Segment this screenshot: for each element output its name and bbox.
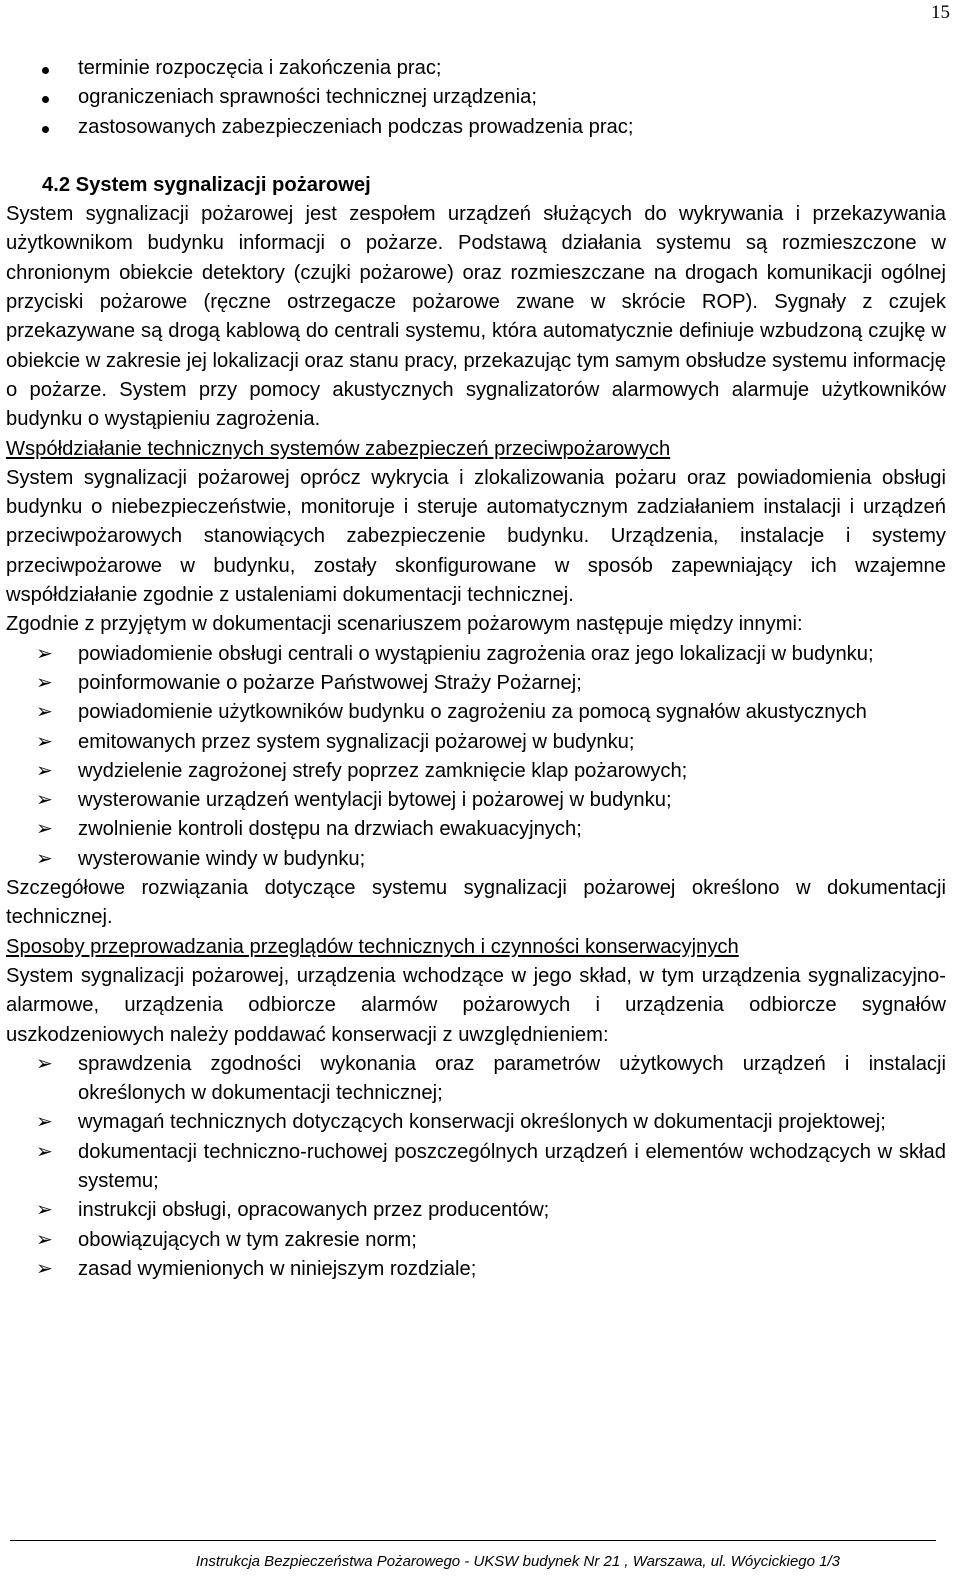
inspection-paragraph: System sygnalizacji pożarowej, urządzenia wchodzące w jego skład, w tym urządzenia sygnalizacyjno-alarmowe, urządzenia odbiorcze alarmów pożarowych i urządzenia odbiorcze sygnałów uszkodzeniowych należy poddawać konserwacji z uwzględnieniem: (6, 964, 946, 1046)
list-item: ➢ wydzielenie zagrożonej strefy poprzez zamknięcie klap pożarowych; (6, 757, 946, 786)
page-number: 15 (931, 2, 950, 23)
list-item: zastosowanych zabezpieczeniach podczas prowadzenia prac; (6, 113, 946, 142)
list-item: ➢ emitowanych przez system sygnalizacji pożarowej w budynku; (6, 728, 946, 757)
list-item: terminie rozpoczęcia i zakończenia prac; (6, 54, 946, 83)
list-item: ➢ instrukcji obsługi, opracowanych przez producentów; (6, 1196, 946, 1225)
arrowhead-icon: ➢ (36, 701, 53, 724)
arrowhead-icon: ➢ (36, 1111, 53, 1134)
section-heading: 4.2 System sygnalizacji pożarowej (42, 173, 371, 196)
arrowhead-icon: ➢ (36, 759, 53, 782)
page-content (6, 54, 946, 1284)
scenario-list (6, 640, 946, 874)
arrowhead-icon: ➢ (36, 789, 53, 812)
list-item: ograniczeniach sprawności technicznej urządzenia; (6, 83, 946, 112)
list-item: ➢ dokumentacji techniczno-ruchowej poszczególnych urządzeń i elementów wchodzących w skład systemu; (6, 1138, 946, 1197)
intro-bullet-list (6, 54, 946, 142)
list-item: ➢ sprawdzenia zgodności wykonania oraz parametrów użytkowych urządzeń i instalacji określonych w dokumentacji technicznej; (6, 1050, 946, 1109)
list-item: ➢ powiadomienie obsługi centrali o wystąpieniu zagrożenia oraz jego lokalizacji w budynku; (6, 640, 946, 669)
list-item: ➢ wysterowanie windy w budynku; (6, 845, 946, 874)
list-item: ➢ wysterowanie urządzeń wentylacji bytowej i pożarowej w budynku; (6, 786, 946, 815)
arrowhead-icon: ➢ (36, 1199, 53, 1222)
inspection-list (6, 1050, 946, 1284)
bullet-icon (42, 113, 49, 142)
cooperation-paragraph: System sygnalizacji pożarowej oprócz wykrycia i zlokalizowania pożaru oraz powiadomienia obsługi budynku o niebezpieczeństwie, monitoruje i steruje automatycznym zadziałaniem instalacji i urządzeń przeciwpożarowych stanowiących zabezpieczenie budynku. Urządzenia, instalacje i systemy przeciwpożarowe w budynku, zostały skonfigurowane w sposób zapewniający ich wzajemne współdziałanie zgodnie z ustaleniami dokumentacji technicznej. (6, 466, 946, 607)
arrowhead-icon: ➢ (36, 1257, 53, 1280)
bullet-icon (42, 83, 49, 112)
arrowhead-icon: ➢ (36, 642, 53, 665)
scenario-intro: Zgodnie z przyjętym w dokumentacji scenariuszem pożarowym następuje między innymi: (6, 613, 803, 636)
arrowhead-icon: ➢ (36, 847, 53, 870)
inspection-heading: Sposoby przeprowadzania przeglądów technicznych i czynności konserwacyjnych (6, 935, 739, 958)
list-item: ➢ zwolnienie kontroli dostępu na drzwiach ewakuacyjnych; (6, 815, 946, 844)
list-item: ➢ powiadomienie użytkowników budynku o zagrożeniu za pomocą sygnałów akustycznych (6, 698, 946, 727)
arrowhead-icon: ➢ (36, 1052, 53, 1075)
list-item: ➢ obowiązujących w tym zakresie norm; (6, 1226, 946, 1255)
arrowhead-icon: ➢ (36, 818, 53, 841)
details-paragraph: Szczegółowe rozwiązania dotyczące systemu sygnalizacji pożarowej określono w dokumentacji technicznej. (6, 877, 946, 929)
footer-divider (10, 1540, 936, 1541)
list-item: ➢ poinformowanie o pożarze Państwowej Straży Pożarnej; (6, 669, 946, 698)
arrowhead-icon: ➢ (36, 730, 53, 753)
section-paragraph: System sygnalizacji pożarowej jest zespołem urządzeń służących do wykrywania i przekazywania użytkownikom budynku informacji o pożarze. Podstawą działania systemu są rozmieszczone w chronionym obiekcie detektory (czujki pożarowe) oraz rozmieszczane na drogach komunikacji ogólnej przyciski pożarowe (ręczne ostrzegacze pożarowe zwane w skrócie ROP). Sygnały z czujek przekazywane są drogą kablową do centrali systemu, która automatycznie definiuje wzbudzoną czujkę w obiekcie w zakresie jej lokalizacji oraz stanu pracy, przekazując tym samym obsłudze systemu informację o pożarze. System przy pomocy akustycznych sygnalizatorów alarmowych alarmuje użytkowników budynku o wystąpieniu zagrożenia. (6, 203, 946, 431)
bullet-icon (42, 54, 49, 83)
list-item: ➢ zasad wymienionych w niniejszym rozdziale; (6, 1255, 946, 1284)
arrowhead-icon: ➢ (36, 671, 53, 694)
list-item: ➢ wymagań technicznych dotyczących konserwacji określonych w dokumentacji projektowej; (6, 1108, 946, 1137)
arrowhead-icon: ➢ (36, 1140, 53, 1163)
arrowhead-icon: ➢ (36, 1228, 53, 1251)
cooperation-heading: Współdziałanie technicznych systemów zabezpieczeń przeciwpożarowych (6, 437, 671, 460)
page-footer: Instrukcja Bezpieczeństwa Pożarowego - UKSW budynek Nr 21 , Warszawa, ul. Wóycickiego 1/3 (195, 1553, 840, 1570)
